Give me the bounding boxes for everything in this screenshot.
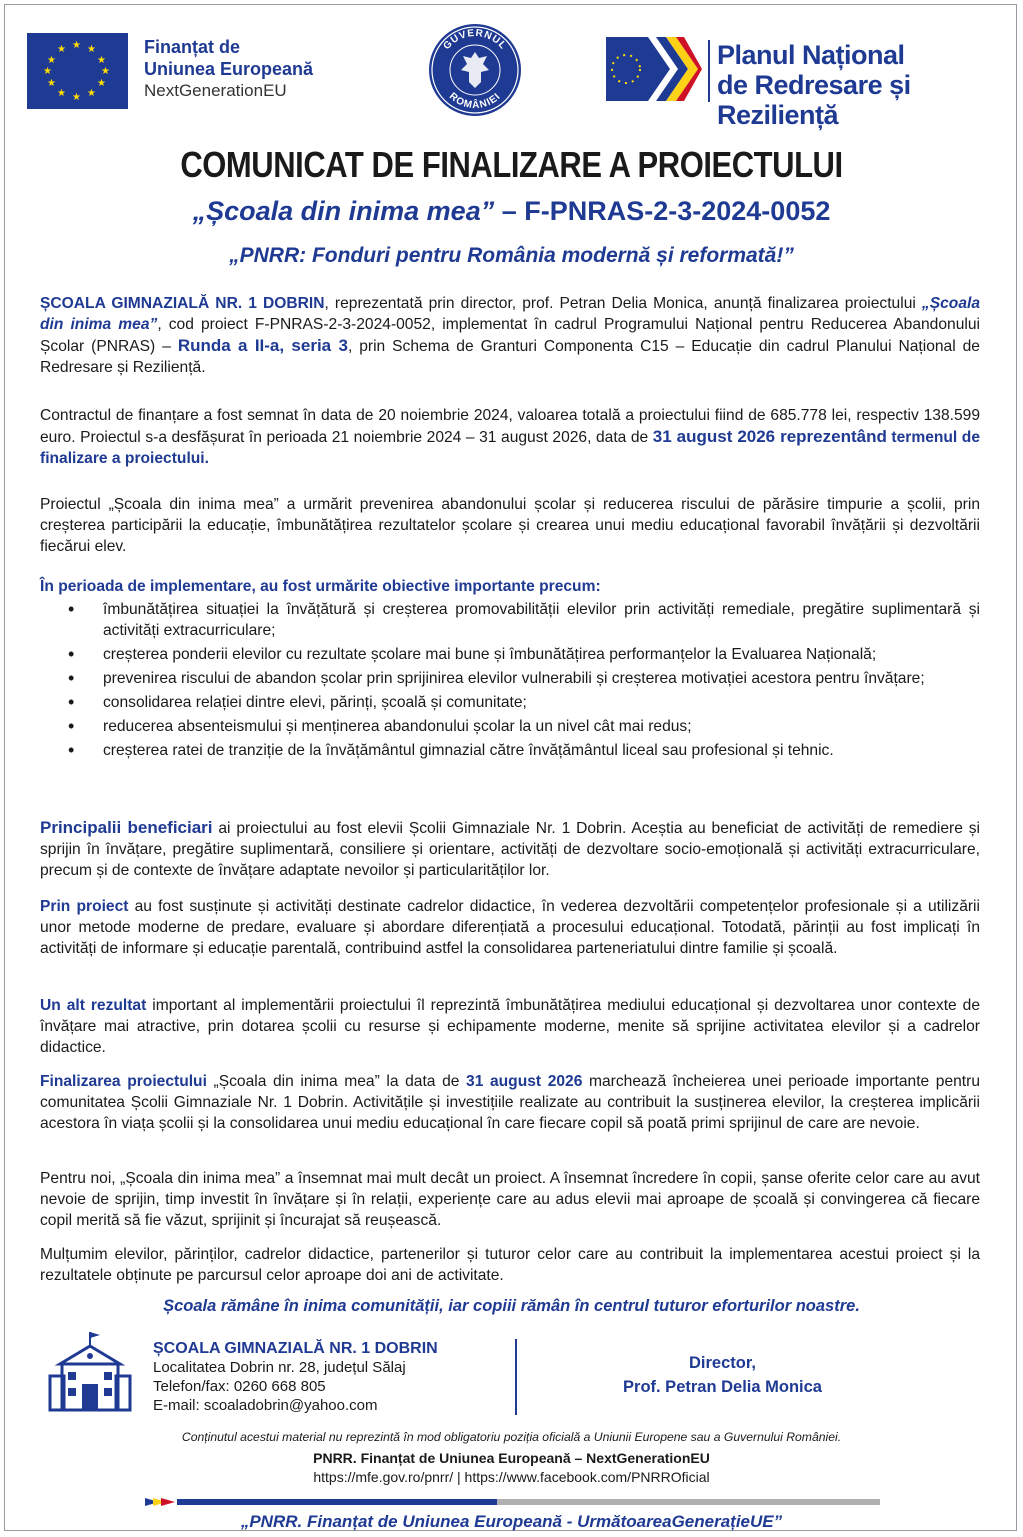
finalization-text-2: marchează încheierea unei perioade importante pentru comunitatea Școlii Gimnaziale Nr. 1 Dobrin. Activitățile și investițiile realizate au contribuit la susținerea elevilor, la creșterea implicării acestora în viața școlii și la consolidarea unui mediu educațional în care fiecare copil să poată primi sprijinul de care are nevoie. bbox=[40, 1073, 981, 1132]
project-name-inline: „Școala din inima mea” bbox=[40, 295, 980, 333]
closing-statement: Școala rămâne în inima comunității, iar copiii rămân în centrul tuturor eforturilor noastre. bbox=[163, 1297, 860, 1315]
pnrr-line2: de Redresare și Reziliență bbox=[717, 70, 911, 130]
footer-links[interactable]: https://mfe.gov.ro/pnrr/ | https://www.facebook.com/PNRROficial bbox=[313, 1469, 710, 1485]
director-signature bbox=[565, 1351, 880, 1399]
list-item: • consolidarea relației dintre elevi, părinți, școală și comunitate; bbox=[40, 692, 980, 713]
list-item: • creșterea ponderii elevilor cu rezultate școlare mai bune și îmbunătățirea performanțelor la Evaluarea Națională; bbox=[40, 644, 980, 665]
eu-funding-text bbox=[144, 36, 313, 102]
contract-text-1: Contractul de finanțare a fost semnat în data de 20 noiembrie 2024, valoarea totală a proiectului fiind de 685.778 lei, respectiv 138.599 euro. Proiectul s-a desfășurat în perioada 21 noiembrie 2024 – 31 august 2026, data de bbox=[40, 407, 980, 446]
teachers-lead: Prin proiect bbox=[40, 898, 129, 915]
eu-line2: Uniunea Europeană bbox=[144, 59, 314, 79]
list-item: • îmbunătățirea situației la învățătură și creșterea promovabilității elevilor prin activități remediale, pregătire suplimentară și activități extracurriculare; bbox=[40, 599, 980, 641]
objectives-heading: În perioada de implementare, au fost urmărite obiective importante precum: bbox=[40, 578, 601, 595]
intro-text-2: , cod proiect F-PNRAS-2-3-2024-0052, implementat în cadrul Programului Național pentru Reducerea Abandonului Școlar (PNRAS) – bbox=[40, 316, 980, 355]
paragraph-result bbox=[40, 995, 980, 1058]
pnrr-title bbox=[717, 40, 1023, 130]
eu-flag-icon: ★ ★ ★ ★ ★ ★ ★ ★ ★ ★ ★ ★ bbox=[27, 33, 128, 109]
school-contact-info bbox=[153, 1339, 438, 1415]
result-text: important al implementării proiectului îl reprezintă îmbunătățirea mediului educațional și dezvoltarea unor contexte de învățare mai atractive, prin dotarea școlii cu resurse și echipamente moderne, menite să sprijine activitatea elevilor și a cadrelor didactice. bbox=[40, 997, 981, 1056]
paragraph-thanks: Mulțumim elevilor, părinților, cadrelor didactice, partenerilor și tuturor celor care au contribuit la implementarea acestui proiect și la rezultatele obținute pe parcursul celor aproape doi ani de activitate. bbox=[40, 1246, 980, 1284]
paragraph-intro bbox=[40, 293, 980, 378]
intro-text-3: , prin Schema de Granturi Componenta C15 – Educație din cadrul Planului Național de Redresare și Reziliență. bbox=[40, 338, 980, 376]
signature-separator bbox=[515, 1339, 517, 1415]
paragraph-contract bbox=[40, 405, 980, 469]
intro-text-1: , reprezentată prin director, prof. Petran Delia Monica, anunță finalizarea proiectului bbox=[324, 295, 922, 312]
end-date-inline: 31 august 2026 reprezentând bbox=[652, 427, 887, 446]
beneficiaries-text: ai proiectului au fost elevii Școlii Gimnaziale Nr. 1 Dobrin. Aceștia au beneficiat de activități de remediere și sprijin în învățare, pregătire suplimentară, consiliere și orientare, activități de dezvoltare socio-emoțională și activități extracurriculare, precum și de contexte de învățare adaptate nevoilor și particularităților lor. bbox=[40, 820, 980, 879]
project-name: „Școala din inima mea” bbox=[192, 196, 495, 226]
school-building-icon bbox=[48, 1330, 132, 1414]
finalization-text-1: „Școala din inima mea” la data de bbox=[206, 1073, 467, 1090]
list-item: • creșterea ratei de tranziție de la învățământul gimnazial către învățământul liceal sau profesional și tehnic. bbox=[40, 740, 980, 761]
school-name: ȘCOALA GIMNAZIALĂ NR. 1 DOBRIN bbox=[153, 1340, 438, 1357]
list-item: • prevenirea riscului de abandon școlar prin sprijinirea elevilor vulnerabili și creșterea motivației acestora pentru învățare; bbox=[40, 668, 980, 689]
seal-text-top: GUVERNUL bbox=[441, 27, 509, 52]
director-title: Director, bbox=[689, 1354, 756, 1372]
round-inline: Runda a II-a, seria 3 bbox=[177, 336, 348, 355]
school-email[interactable]: E-mail: scoaladobrin@yahoo.com bbox=[153, 1397, 378, 1414]
paragraph-finalization bbox=[40, 1071, 980, 1134]
pnrr-separator bbox=[708, 40, 710, 102]
school-name-inline: ȘCOALA GIMNAZIALĂ NR. 1 DOBRIN bbox=[40, 295, 325, 312]
footer-funding: PNRR. Finanțat de Uniunea Europeană – NextGenerationEU bbox=[313, 1450, 710, 1466]
contract-text-2: termenul de finalizare a proiectului. bbox=[40, 429, 981, 467]
paragraph-goal: Proiectul „Școala din inima mea” a urmărit prevenirea abandonului școlar și reducerea riscului de părăsire timpurie a școlii, prin creșterea participării la educație, îmbunătățirea rezultatelor școlare și crearea unui mediu educațional favorabil învățării și dezvoltării fiecărui elev. bbox=[40, 496, 980, 555]
project-subtitle bbox=[0, 196, 1023, 227]
finalization-date: 31 august 2026 bbox=[466, 1073, 583, 1090]
paragraph-beneficiaries bbox=[40, 817, 980, 881]
page-title: COMUNICAT DE FINALIZARE A PROIECTULUI bbox=[180, 144, 843, 185]
pnrr-slogan: „PNRR: Fonduri pentru România modernă și reformată!” bbox=[229, 244, 794, 267]
pnrr-logo-icon bbox=[606, 37, 702, 101]
finalization-lead: Finalizarea proiectului bbox=[40, 1073, 207, 1090]
bottom-tagline: „PNRR. Finanțat de Uniunea Europeană - UrmătoareaGenerațieUE” bbox=[240, 1512, 783, 1531]
director-name: Prof. Petran Delia Monica bbox=[623, 1378, 822, 1396]
list-item: • reducerea absenteismului și menținerea abandonului școlar la un nivel cât mai redus; bbox=[40, 716, 980, 737]
eu-line1: Finanțat de bbox=[144, 37, 241, 57]
pnrr-line1: Planul Național bbox=[717, 40, 905, 70]
paragraph-teachers bbox=[40, 896, 980, 959]
beneficiaries-lead: Principalii beneficiari bbox=[40, 818, 213, 837]
objectives-list bbox=[40, 599, 980, 761]
footer-color-bar bbox=[145, 1498, 880, 1506]
paragraph-meaning: Pentru noi, „Școala din inima mea” a însemnat mai mult decât un proiect. A însemnat încredere în copii, șanse oferite celor care au avut nevoie de sprijin, timp investit în învățare și în relații, experiențe care au adus elevii mai aproape de școală și convingerea că fiecare copil merită să fie văzut, sprijinit și încurajat să reușească. bbox=[40, 1170, 980, 1229]
school-address: Localitatea Dobrin nr. 28, județul Sălaj bbox=[153, 1359, 406, 1376]
disclaimer: Conținutul acestui material nu reprezintă în mod obligatoriu poziția oficială a Uniunii Europene sau a Guvernului României. bbox=[181, 1430, 842, 1444]
project-code: – F-PNRAS-2-3-2024-0052 bbox=[494, 196, 831, 226]
result-lead: Un alt rezultat bbox=[40, 997, 147, 1014]
school-phone: Telefon/fax: 0260 668 805 bbox=[153, 1378, 326, 1395]
eu-line3: NextGenerationEU bbox=[144, 81, 287, 100]
seal-text-bottom: ROMÂNIEI bbox=[446, 90, 504, 112]
teachers-text: au fost susținute și activități destinate cadrelor didactice, în vederea dezvoltării competențelor profesionale și a utilizării unor metode moderne de predare, evaluare și abordare diferențiată a procesului educațional. Totodată, părinții au fost implicați în activități de informare și educație parentală, contribuind astfel la consolidarea parteneriatului dintre familie și școală. bbox=[40, 898, 980, 957]
government-seal-icon bbox=[427, 22, 523, 118]
objectives-section bbox=[40, 576, 980, 764]
